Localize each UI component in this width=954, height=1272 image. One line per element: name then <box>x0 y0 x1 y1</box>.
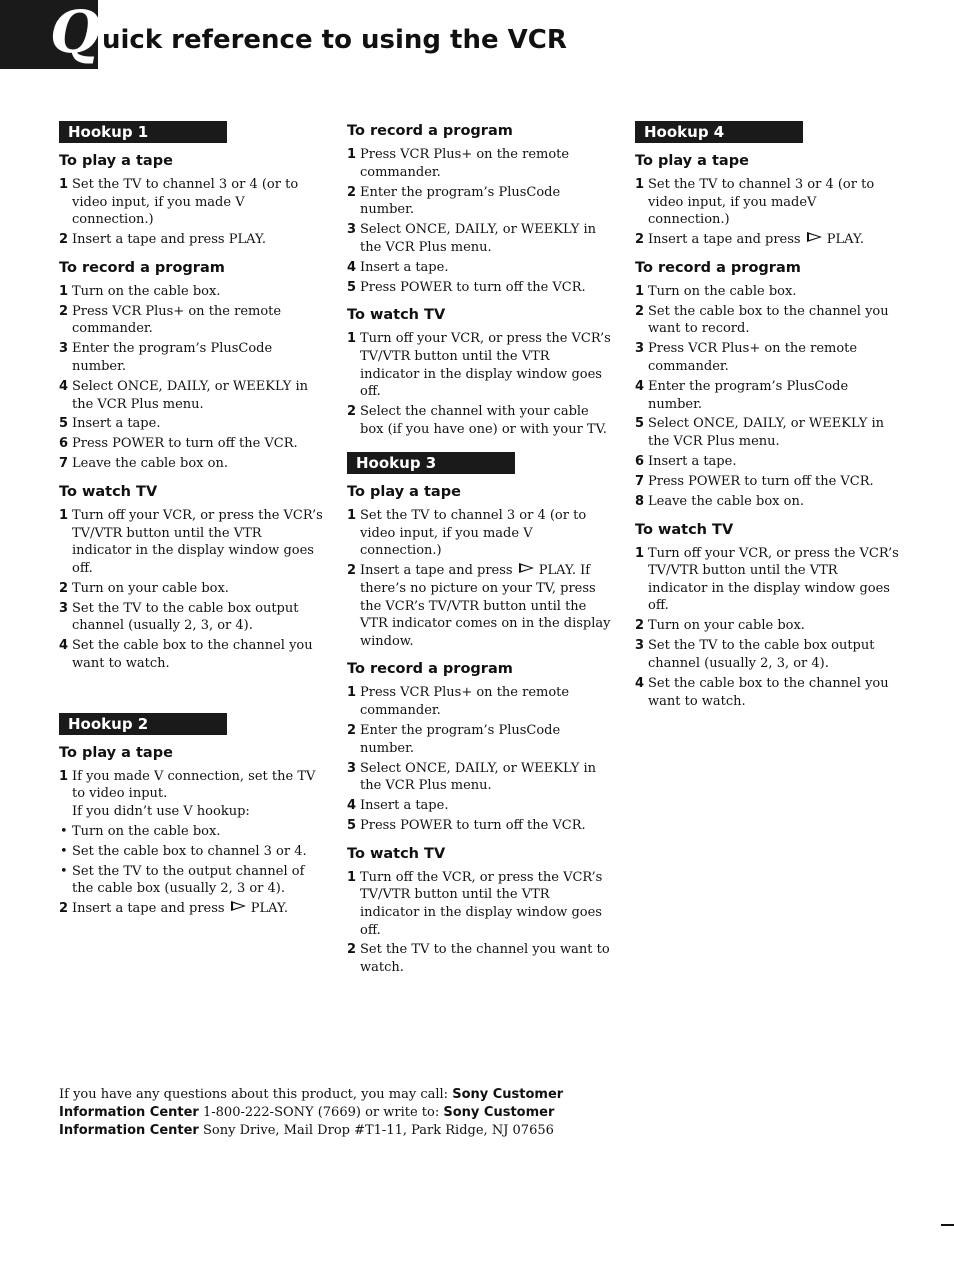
step-text: Press POWER to turn off the VCR. <box>72 436 298 452</box>
hookup-3-record-heading: To record a program <box>347 661 513 678</box>
list-item <box>347 684 612 719</box>
step-text: Leave the cable box on. <box>72 456 228 472</box>
play-icon <box>231 901 246 911</box>
list-item <box>59 176 324 229</box>
step-text: Set the cable box to the channel you want to record. <box>648 303 889 337</box>
column-2 <box>347 121 612 979</box>
list-item <box>59 507 324 577</box>
step-text: Set the TV to the cable box output channel (usually 2, 3, or 4). <box>72 600 299 634</box>
list-item <box>347 817 612 835</box>
list-item <box>635 303 900 338</box>
step-text: Set the cable box to the channel you want to watch. <box>648 675 889 709</box>
step-number: 3 <box>347 760 357 776</box>
step-text: Press VCR Plus+ on the remote commander. <box>360 685 570 718</box>
step-text: Select ONCE, DAILY, or WEEKLY in the VCR Plus menu. <box>648 416 885 450</box>
hookup-2-record-heading: To record a program <box>347 123 513 139</box>
footer-text-2: 1-800-222-SONY (7669) or write to: <box>198 1105 444 1120</box>
step-text: Turn on the cable box. <box>72 283 221 299</box>
step-number: 4 <box>635 378 645 394</box>
step-number: 4 <box>59 378 69 394</box>
list-item <box>59 340 324 375</box>
step-text: Press POWER to turn off the VCR. <box>360 818 586 834</box>
hookup-1-watch-steps <box>59 507 324 673</box>
hookup-2-play-heading: To play a tape <box>59 744 173 761</box>
step-number: 6 <box>59 436 69 452</box>
list-item <box>59 415 324 433</box>
list-item <box>59 303 324 338</box>
bullet-text: Set the TV to the output channel of the cable box (usually 2, 3 or 4). <box>72 863 305 897</box>
step-text: Turn off the VCR, or press the VCR’s TV/VTR button until the VTR indicator in the display window goes off. <box>360 869 603 938</box>
footer-text-1: If you have any questions about this product, you may call: <box>59 1087 453 1102</box>
step-text: Set the TV to channel 3 or 4 (or to video input, if you madeV connection.) <box>648 177 875 228</box>
step-number: 4 <box>347 259 357 275</box>
hookup-4-play-heading: To play a tape <box>635 153 749 169</box>
step-text: Press VCR Plus+ on the remote commander. <box>72 303 282 337</box>
bullet-text: Turn on the cable box. <box>72 823 221 839</box>
step-number: 2 <box>59 232 69 248</box>
step-number: 2 <box>635 303 645 319</box>
list-item <box>635 415 900 450</box>
step-number: 1 <box>347 331 357 347</box>
step-text: Select ONCE, DAILY, or WEEKLY in the VCR Plus menu. <box>360 222 597 255</box>
hookup-4-watch-steps <box>635 545 900 711</box>
hookup-2-label: Hookup 2 <box>59 713 227 735</box>
step-text: Turn on your cable box. <box>648 618 805 634</box>
step-text: Select ONCE, DAILY, or WEEKLY in the VCR Plus menu. <box>360 760 597 794</box>
list-item <box>347 722 612 757</box>
step-text: Insert a tape. <box>360 259 449 275</box>
step-text: Turn off your VCR, or press the VCR’s TV/VTR button until the VTR indicator in the display window goes off. <box>648 545 899 614</box>
step-number: 4 <box>635 675 645 691</box>
step-number: 3 <box>347 222 357 238</box>
hookup-2-watch-heading: To watch TV <box>347 307 446 324</box>
hookup-3-play-steps <box>347 507 612 650</box>
hookup-1-label: Hookup 1 <box>59 121 227 143</box>
column-3 <box>635 121 900 713</box>
step-number: 1 <box>59 283 69 299</box>
list-item: 1 Set the TV to channel 3 or 4 (or to video input, if you madeV connection.) <box>635 177 875 228</box>
list-item <box>635 493 900 511</box>
step-number: 2 <box>347 184 357 200</box>
list-item <box>347 797 612 815</box>
step-text: Insert a tape and press <box>648 232 801 248</box>
list-item <box>635 340 900 375</box>
list-item <box>635 283 900 301</box>
step-note: If you didn’t use V hookup: <box>72 803 250 819</box>
hookup-1-record-steps <box>59 283 324 473</box>
list-item <box>59 637 324 672</box>
step-text: Enter the program’s PlusCode number. <box>360 722 561 756</box>
hookup-1-watch-heading: To watch TV <box>59 484 158 501</box>
step-text: Set the TV to channel 3 or 4 (or to video input, if you made V connection.) <box>72 177 299 228</box>
list-item <box>635 675 900 710</box>
step-number: 5 <box>347 279 357 295</box>
step-text: Turn on the cable box. <box>648 283 797 299</box>
list-item <box>59 283 324 301</box>
list-item <box>347 279 612 297</box>
hookup-3-play-heading: To play a tape <box>347 484 461 501</box>
list-item: 1 If you made V connection, set the TV to video input. If you didn’t use V hookup: <box>59 768 324 821</box>
step-text: Enter the program’s PlusCode number. <box>360 184 561 218</box>
step-number: 1 <box>347 869 357 885</box>
step-text: Enter the program’s PlusCode number. <box>648 378 849 412</box>
hookup-2-watch-steps <box>347 330 612 438</box>
step-text: Turn off your VCR, or press the VCR’s TV/VTR button until the VTR indicator in the display window goes off. <box>72 508 323 576</box>
step-text: Turn off your VCR, or press the VCR’s TV/VTR button until the VTR indicator in the display window goes off. <box>360 331 611 400</box>
step-text: Press VCR Plus+ on the remote commander. <box>648 341 858 374</box>
hookup-4-record-steps <box>635 283 900 511</box>
step-text: Select ONCE, DAILY, or WEEKLY in the VCR Plus menu. <box>72 378 309 412</box>
hookup-1-record-heading: To record a program <box>59 259 225 276</box>
step-text: Press VCR Plus+ on the remote commander. <box>360 147 570 180</box>
step-number: 1 <box>635 545 645 561</box>
page-edge-mark <box>941 1224 954 1226</box>
list-item <box>347 760 612 795</box>
list-item <box>59 580 324 598</box>
step-number: 1 <box>347 685 357 701</box>
hookup-4-play-steps <box>635 176 900 249</box>
step-number: 1 <box>59 508 69 524</box>
step-text: Insert a tape. <box>360 798 449 814</box>
list-item <box>347 403 612 438</box>
list-item <box>59 455 324 473</box>
step-number: 7 <box>635 474 645 490</box>
step-text: Select the channel with your cable box (if you have one) or with your TV. <box>360 404 607 437</box>
step-number: 7 <box>59 456 69 472</box>
step-text: Enter the program’s PlusCode number. <box>72 341 273 374</box>
step-number: 3 <box>59 600 69 616</box>
hookup-4-label: Hookup 4 <box>635 121 803 143</box>
step-number: 3 <box>635 638 645 654</box>
bullet-item: • Set the cable box to channel 3 or 4. <box>60 843 307 859</box>
hookup-3-label: Hookup 3 <box>347 452 515 474</box>
step-text: Insert a tape and press <box>360 563 513 579</box>
step-number: 4 <box>347 798 357 814</box>
page-title: uick reference to using the VCR <box>102 25 567 55</box>
step-number: 1 <box>347 147 357 162</box>
step-text-after-icon: PLAY. If there’s no picture on your TV, press the VCR’s TV/VTR button until the VTR indicator comes on in the display window. <box>360 563 611 649</box>
play-icon <box>807 232 822 242</box>
drop-cap-letter: Q <box>50 0 101 66</box>
step-number: 5 <box>59 416 69 432</box>
step-text: Press POWER to turn off the VCR. <box>360 279 586 295</box>
step-text: Turn on your cable box. <box>72 580 229 596</box>
list-item: 2 Insert a tape and press PLAY. <box>59 901 289 917</box>
step-number: 3 <box>59 341 69 357</box>
list-item <box>347 941 612 976</box>
step-number: 4 <box>59 638 69 654</box>
list-item <box>347 221 612 256</box>
step-text: Set the TV to the cable box output channel (usually 2, 3, or 4). <box>648 638 875 671</box>
step-text: Insert a tape and press <box>72 901 225 917</box>
list-item <box>347 869 612 939</box>
list-item <box>59 378 324 413</box>
step-number: 2 <box>347 404 357 420</box>
list-item <box>635 453 900 471</box>
play-icon <box>519 563 534 573</box>
hookup-2-play-steps <box>59 768 324 918</box>
step-number: 8 <box>635 494 645 510</box>
list-item <box>347 330 612 400</box>
step-number: 1 <box>59 177 69 192</box>
step-text: Insert a tape. <box>72 416 161 432</box>
step-number: 5 <box>347 818 357 834</box>
bullet-item: • Turn on the cable box. <box>60 823 221 839</box>
hookup-3-watch-steps <box>347 869 612 977</box>
step-number: 3 <box>635 341 645 357</box>
step-text: Insert a tape and press PLAY. <box>72 232 267 248</box>
hookup-4-watch-heading: To watch TV <box>635 521 734 538</box>
list-item <box>347 184 612 219</box>
step-number: 2 <box>59 303 69 319</box>
step-number: 2 <box>635 618 645 634</box>
list-item: 1 Set the TV to channel 3 or 4 (or to video input, if you made V connection.) <box>347 508 587 559</box>
contact-footer <box>59 1086 619 1140</box>
step-number: 1 <box>635 283 645 299</box>
step-number: 2 <box>347 942 357 958</box>
hookup-3-record-steps <box>347 684 612 834</box>
step-number: 2 <box>347 722 357 738</box>
list-item <box>59 231 324 249</box>
step-text: Set the cable box to the channel you want to watch. <box>72 638 313 671</box>
step-text: If you made V connection, set the TV to video input. <box>72 768 316 802</box>
footer-bold-1: Sony Customer Information Center <box>59 1087 564 1120</box>
list-item <box>59 435 324 453</box>
list-item: 2 Insert a tape and press PLAY. If there’s no picture on your TV, press the VCR’s TV/VTR button until the VTR indicator comes on in the display window. <box>347 563 611 649</box>
bullet-item: • Set the TV to the output channel of the cable box (usually 2, 3 or 4). <box>60 863 305 897</box>
list-item <box>635 617 900 635</box>
list-item <box>635 378 900 413</box>
step-number: 2 <box>59 580 69 596</box>
hookup-2-record-steps <box>347 146 612 296</box>
hookup-1-play-heading: To play a tape <box>59 153 173 169</box>
list-item <box>347 146 612 181</box>
list-item <box>635 473 900 491</box>
hookup-3-watch-heading: To watch TV <box>347 845 446 862</box>
step-text: Leave the cable box on. <box>648 494 804 510</box>
list-item <box>347 259 612 277</box>
hookup-4-record-heading: To record a program <box>635 259 801 276</box>
step-text: Set the TV to channel 3 or 4 (or to video input, if you made V connection.) <box>360 508 587 559</box>
hookup-1-play-steps <box>59 176 324 249</box>
list-item <box>635 545 900 615</box>
step-text-after-icon: PLAY. <box>250 901 289 917</box>
column-1 <box>59 121 324 920</box>
step-text-after-icon: PLAY. <box>826 232 865 248</box>
footer-bold-2: Sony Customer Information Center <box>59 1105 555 1138</box>
bullet-text: Set the cable box to channel 3 or 4. <box>72 843 307 859</box>
step-text: Set the TV to the channel you want to watch. <box>360 942 610 976</box>
list-item <box>59 600 324 635</box>
list-item: 2 Insert a tape and press PLAY. <box>635 232 865 248</box>
list-item <box>635 637 900 672</box>
footer-text-3: Sony Drive, Mail Drop #T1-11, Park Ridge, NJ 07656 <box>198 1123 554 1138</box>
step-text: Insert a tape. <box>648 454 737 470</box>
step-number: 6 <box>635 454 645 470</box>
step-text: Press POWER to turn off the VCR. <box>648 474 874 490</box>
step-number: 5 <box>635 416 645 432</box>
